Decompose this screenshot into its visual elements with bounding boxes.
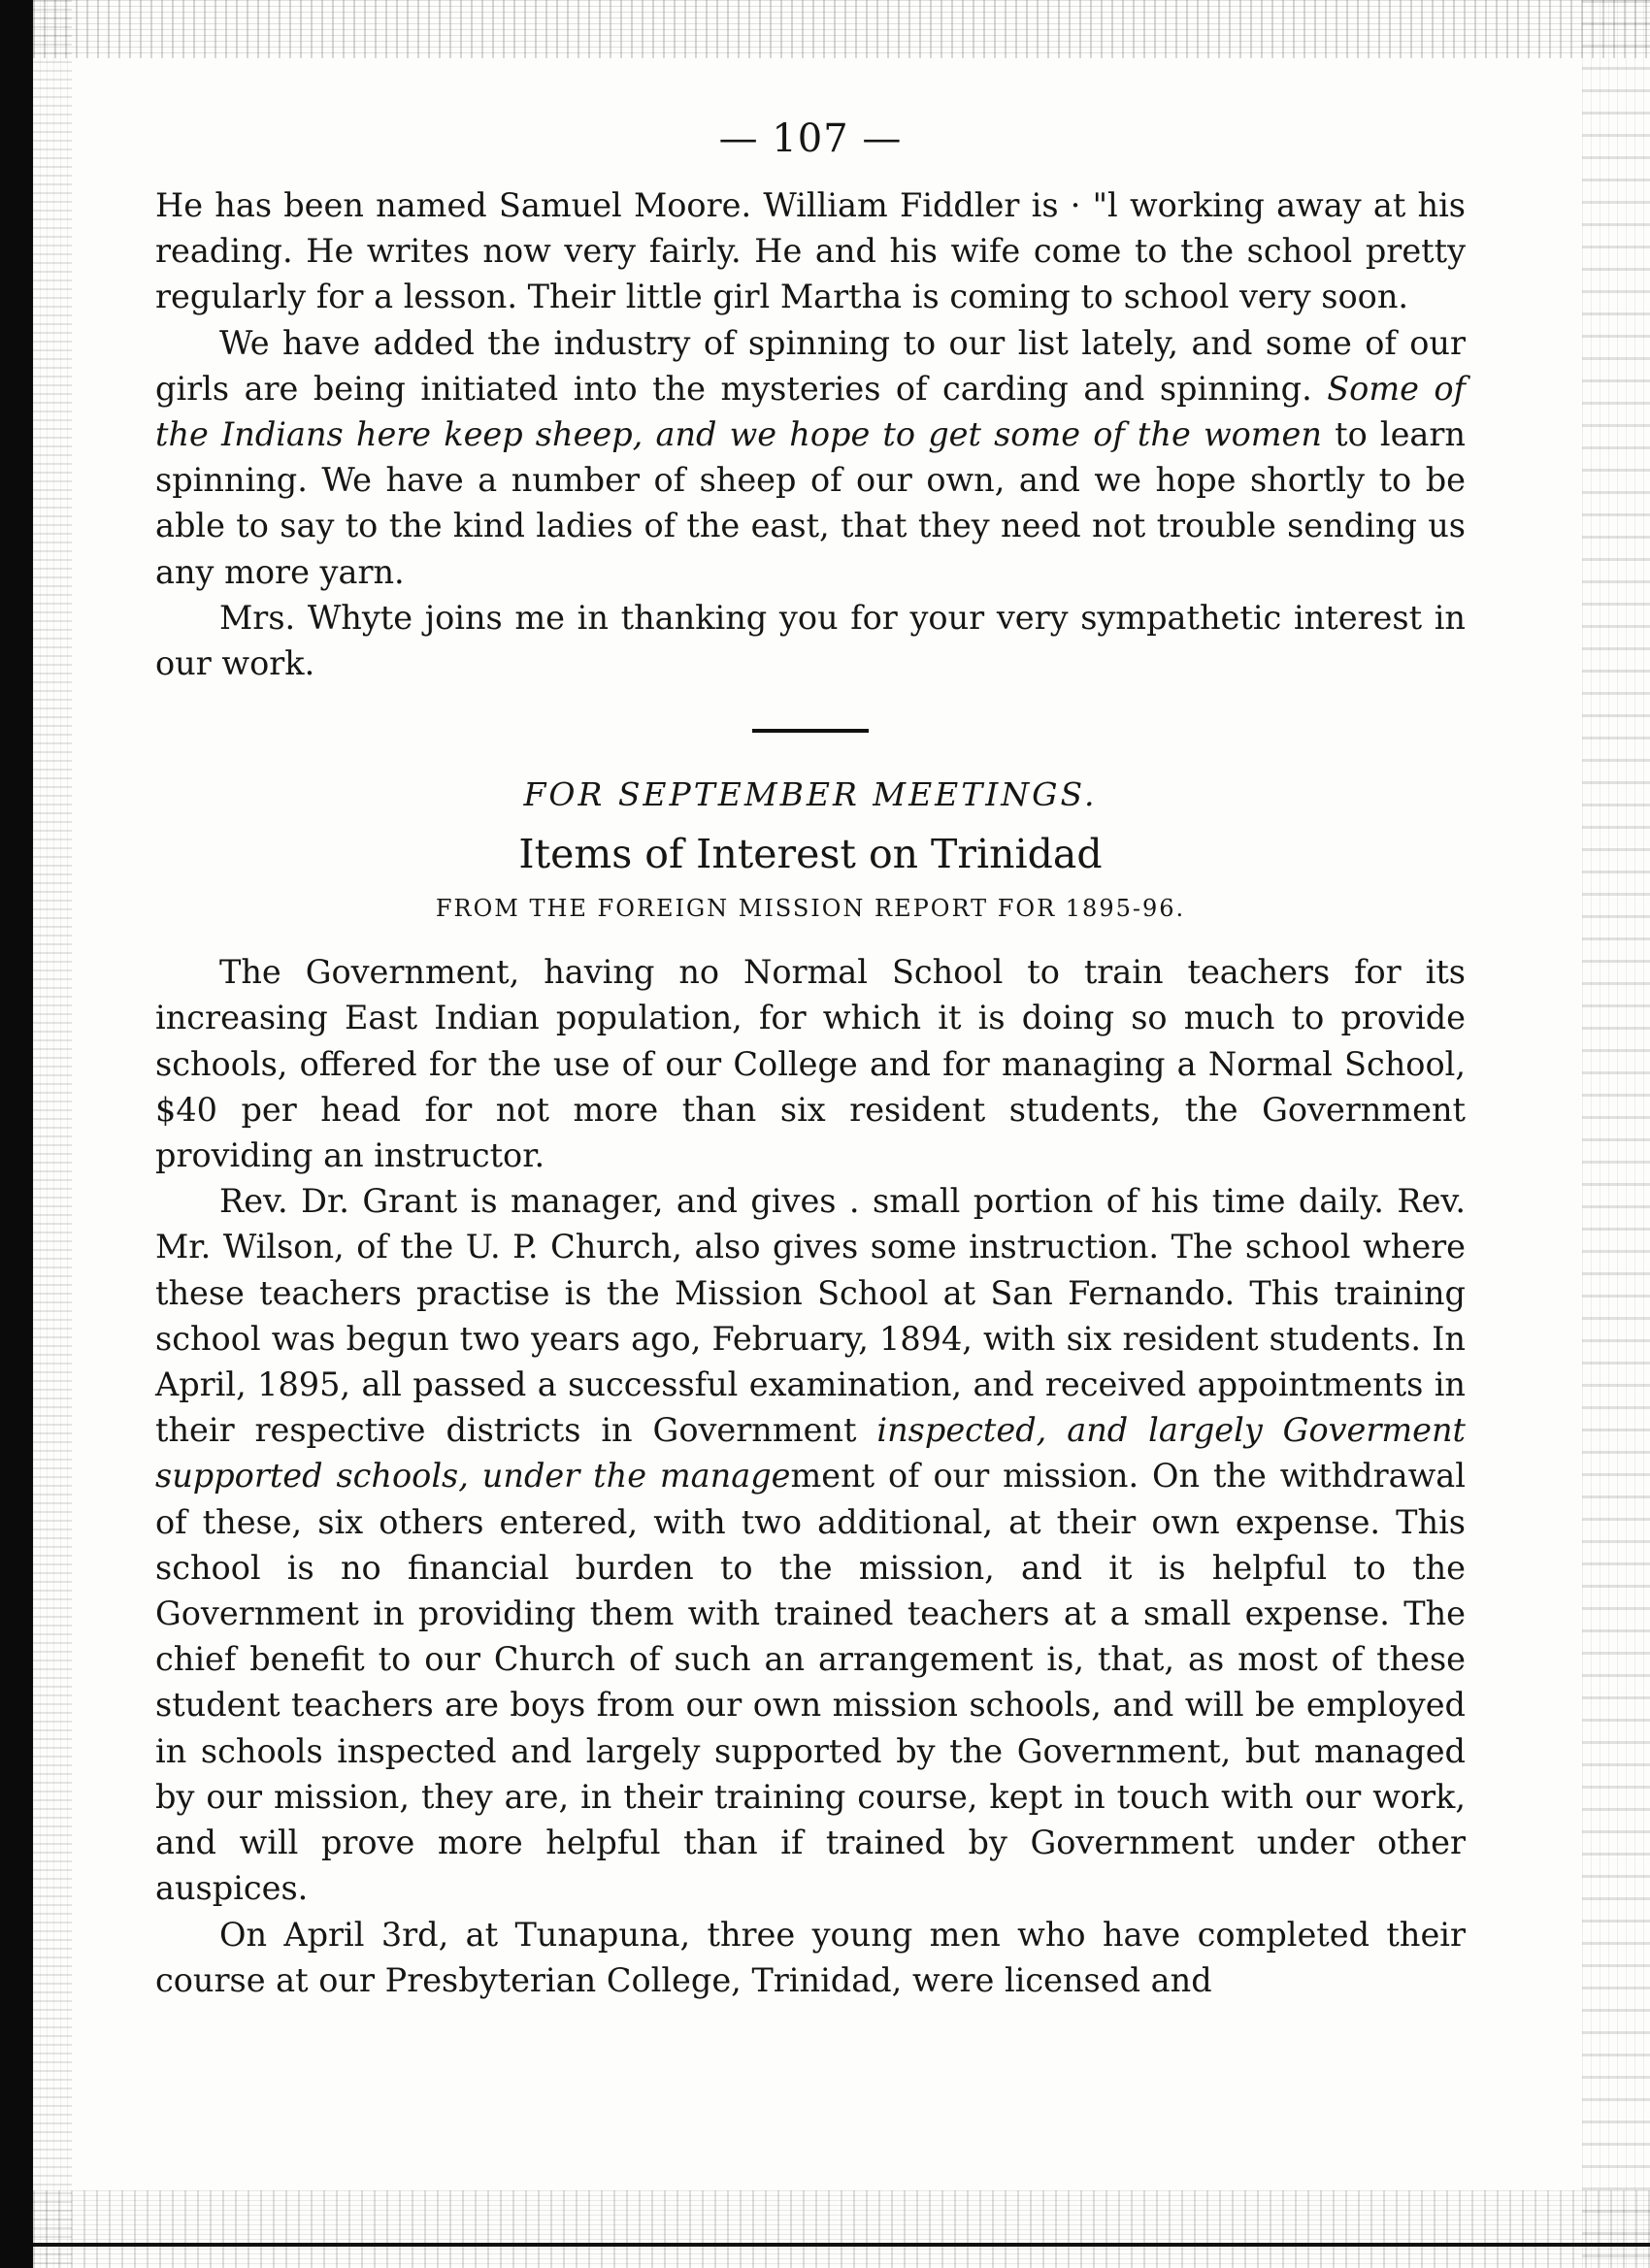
paragraph-intro-2-start: We have added the industry of spinning to our list lately, and some of our girls are being initiated into the mysteries of carding and spinning. xyxy=(155,323,1466,408)
section-title: Items of Interest on Trinidad xyxy=(518,831,1103,878)
paragraph-body-3: On April 3rd, at Tunapuna, three young men who have completed their course at our Presbyterian College, Trinidad, were licensed and xyxy=(155,1915,1466,1999)
paragraph-intro-3: Mrs. Whyte joins me in thanking you for your very sympathetic interest in our work. xyxy=(155,598,1466,683)
paragraph-body-2-start: Rev. Dr. Grant is manager, and gives . small portion of his time daily. Rev. Mr. Wilson, of the U. P. Church, also gives some instruction. The school where these teachers practise is the Mission School at San Fernando. This training school was begun two years ago, February, 1894, with six resident students. In April, 1895, all passed a successful examination, and received appointments in their respective districts in Government xyxy=(155,1182,1466,1450)
scan-noise-right xyxy=(1582,0,1650,2268)
section-divider xyxy=(752,729,869,733)
scan-noise-bottom xyxy=(33,2190,1650,2268)
paragraph-body-2-italic: inspected, and largely Goverment supported schools, under the manage xyxy=(155,1411,1467,1496)
scan-binding-edge xyxy=(0,0,33,2268)
page-number: — 107 — xyxy=(718,116,903,161)
scan-bottom-rule xyxy=(33,2243,1650,2247)
page-content xyxy=(155,116,1466,2003)
paragraph-body-2 xyxy=(155,1178,1466,1911)
paragraph-body-2-end: ment of our mission. On the withdrawal of these, six others entered, with two additional, at their own expense. This school is no financial burden to the mission, and it is helpful to the Government in providing them with trained teachers at a small expense. The chief benefit to our Church of such an arrangement is, that, as most of these student teachers are boys from our own mission schools, and will be employed in schools inspected and largely supported by the Government, but managed by our mission, they are, in their training course, kept in touch with our work, and will prove more helpful than if trained by Government under other auspices. xyxy=(155,1457,1466,1908)
scan-noise-top xyxy=(33,0,1650,58)
paragraph-body-1: The Government, having no Normal School to train teachers for its increasing East Indian population, for which it is doing so much to provide schools, offered for the use of our College and for managing a Normal School, $40 per head for not more than six resident students, the Government providing an instructor. xyxy=(155,953,1466,1175)
scan-speckle-left xyxy=(33,0,72,2268)
paragraph-intro-2-end: to learn spinning. We have a number of sheep of our own, and we hope shortly to be able to say to the kind ladies of the east, that they need not trouble sending us any more yarn. xyxy=(155,415,1466,591)
paragraph-intro-2 xyxy=(155,320,1466,595)
section-kicker: FOR SEPTEMBER MEETINGS. xyxy=(523,775,1098,814)
paragraph-intro-2-italic: Some of the Indians here keep sheep, and we hope to get some of the women xyxy=(155,369,1466,454)
section-subtitle: FROM THE FOREIGN MISSION REPORT FOR 1895-96. xyxy=(435,895,1186,923)
paragraph-intro-1: He has been named Samuel Moore. William Fiddler is · "l working away at his reading. He writes now very fairly. He and his wife come to the school pretty regularly for a lesson. Their little girl Martha is coming to school very soon. xyxy=(155,186,1466,316)
